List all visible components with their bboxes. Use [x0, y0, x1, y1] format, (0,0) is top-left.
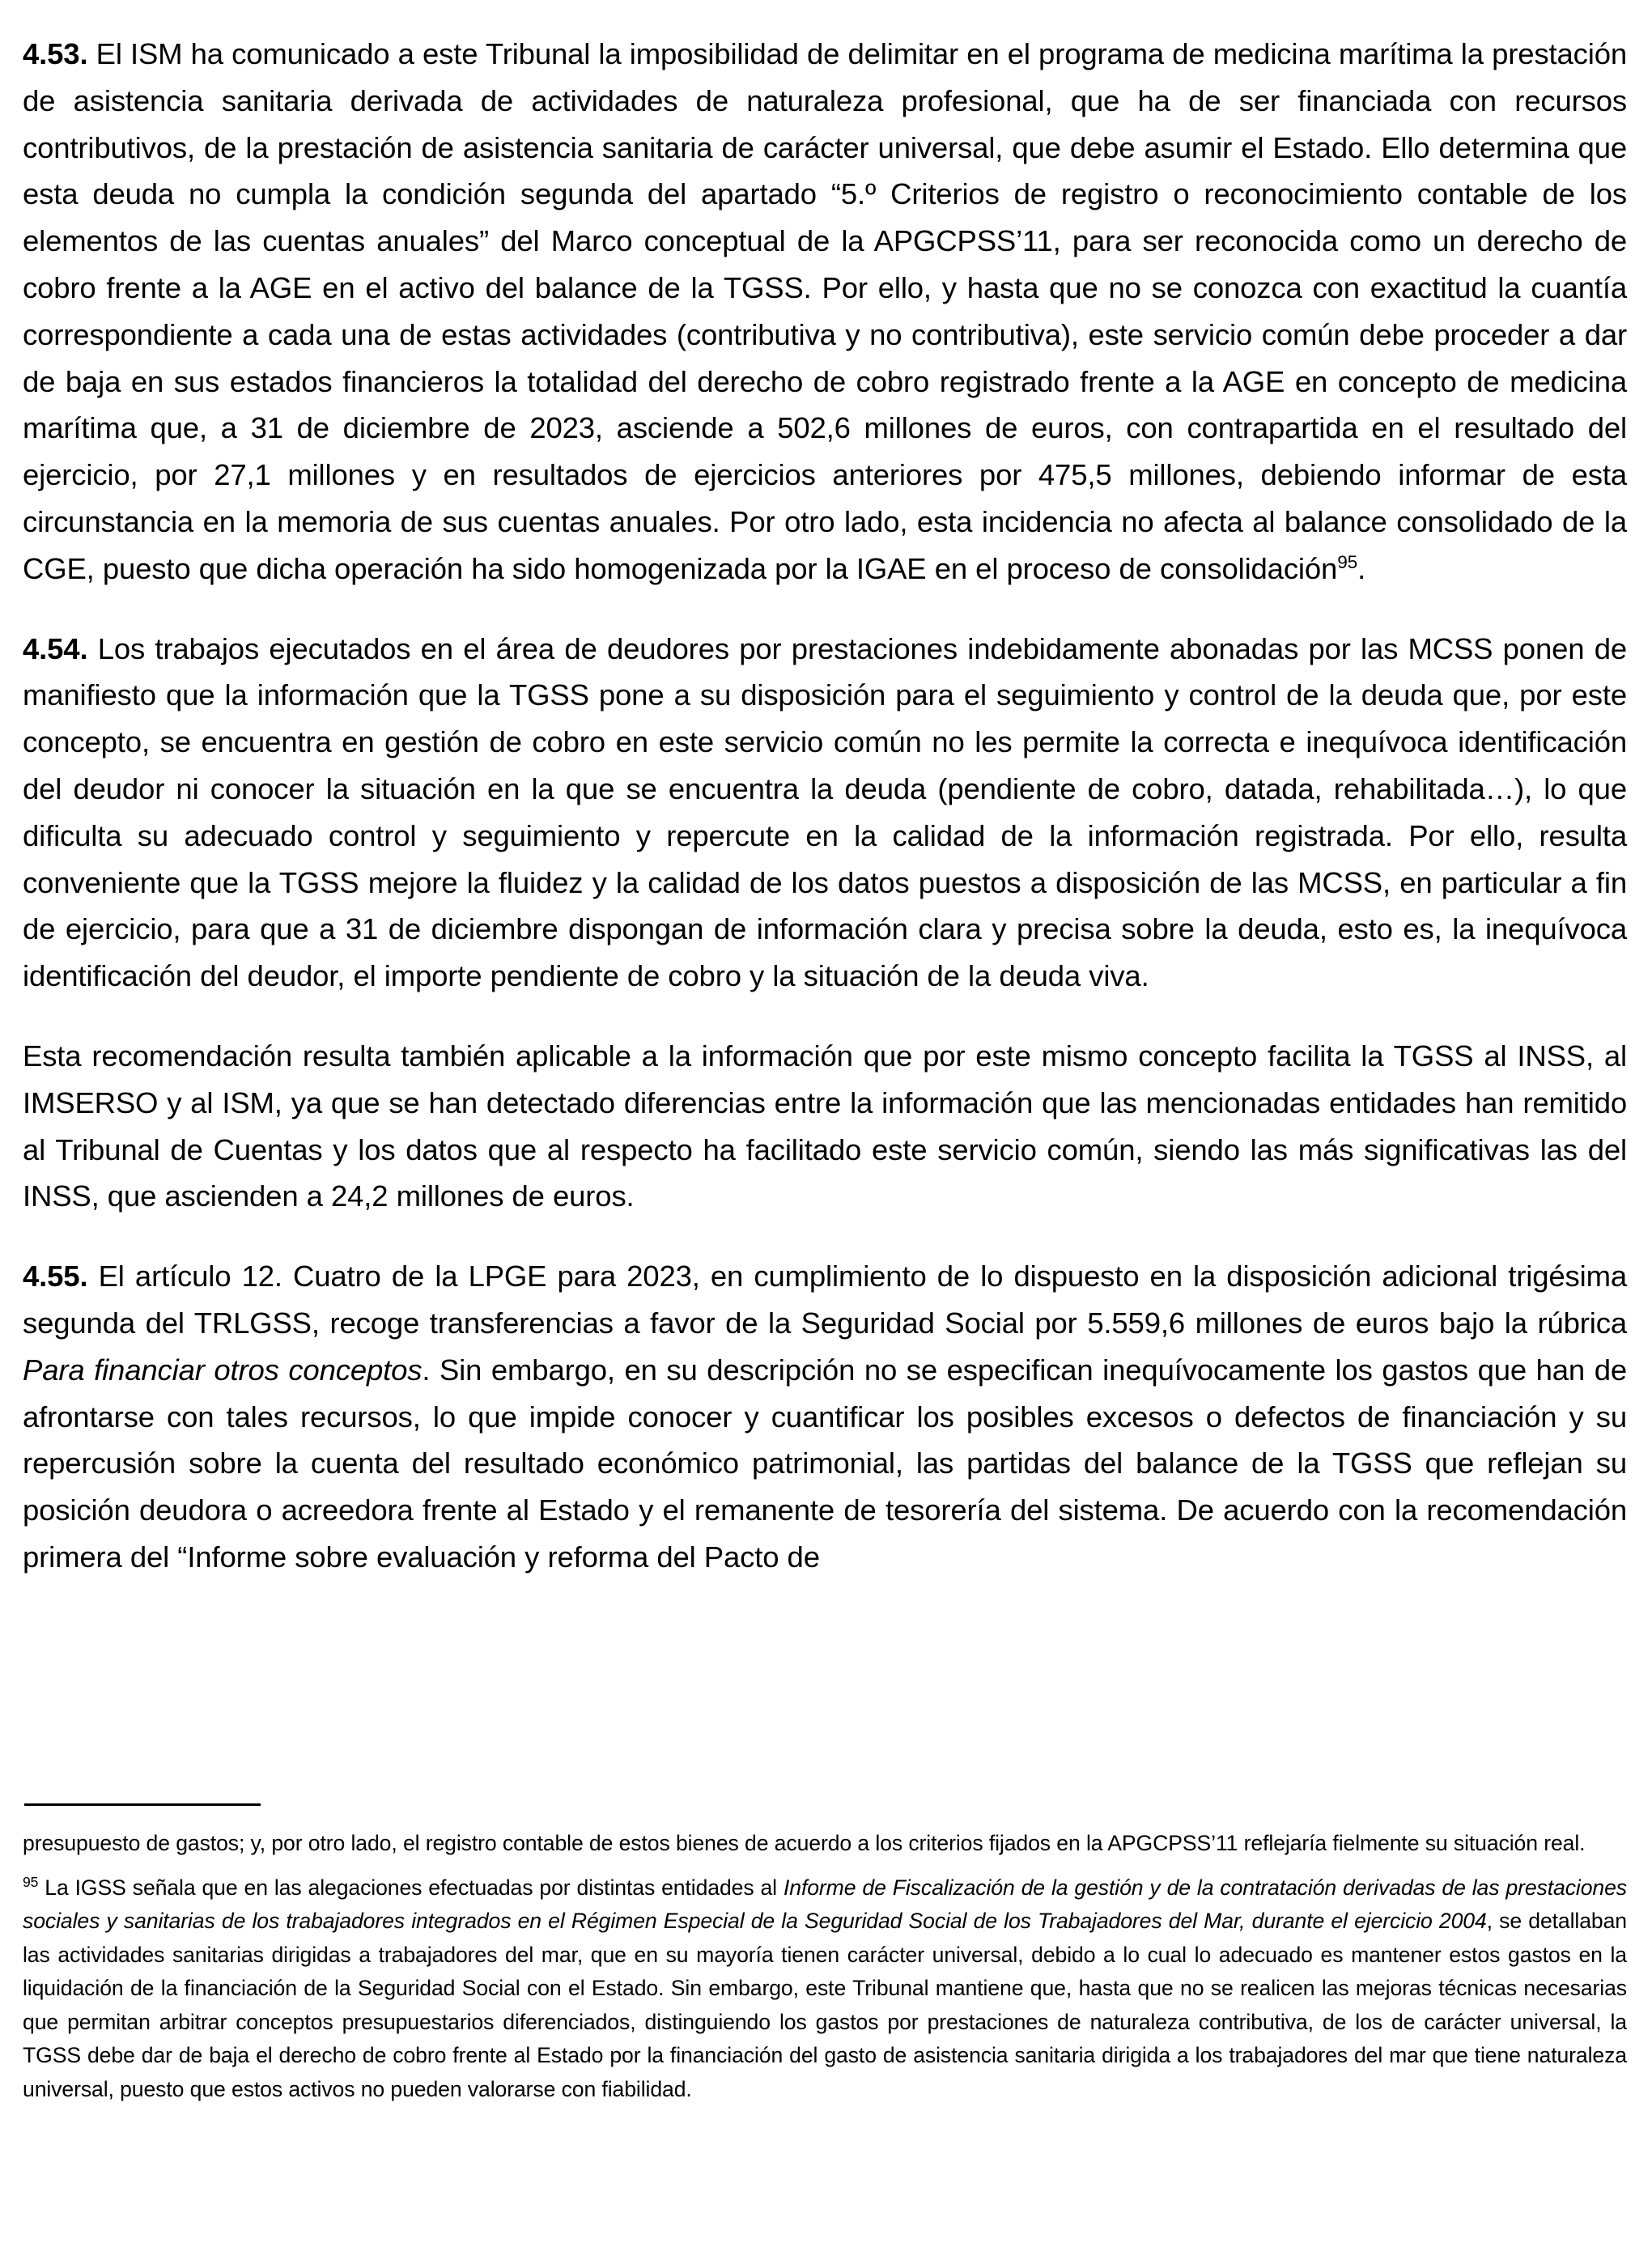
- paragraph-4-54: [23, 626, 1627, 1000]
- footnote-95-part2: , se detallaban las actividades sanitarias dirigidas a trabajadores del mar, que en su mayoría tienen carácter universal, debido a lo cual lo adecuado es mantener estos gastos en la liquidación de la financiación de la Seguridad Social con el Estado. Sin embargo, este Tribunal mantiene que, hasta que no se realicen las mejoras técnicas necesarias que permitan arbitrar conceptos presupuestarios diferenciados, distinguiendo los gastos por prestaciones de naturaleza contributiva, de los de carácter universal, la TGSS debe dar de baja el derecho de cobro frente al Estado por la financiación del gasto de asistencia sanitaria dirigida a los trabajadores del mar que tiene naturaleza universal, puesto que estos activos no pueden valorarse con fiabilidad.: [23, 1909, 1627, 2101]
- footnote-95: [23, 1871, 1627, 2107]
- paragraph-4-55: [23, 1253, 1627, 1581]
- footnote-reference-95[interactable]: 95: [1337, 551, 1358, 572]
- paragraph-body: Los trabajos ejecutados en el área de deudores por prestaciones indebidamente abonadas por las MCSS ponen de manifiesto que la información que la TGSS pone a su disposición para el seguimiento y control de la deuda que, por este concepto, se encuentra en gestión de cobro en este servicio común no les permite la correcta e inequívoca identificación del deudor ni conocer la situación en la que se encuentra la deuda (pendiente de cobro, datada, rehabilitada…), lo que dificulta su adecuado control y seguimiento y repercute en la calidad de la información registrada. Por ello, resulta conveniente que la TGSS mejore la fluidez y la calidad de los datos puestos a disposición de las MCSS, en particular a fin de ejercicio, para que a 31 de diciembre dispongan de información clara y precisa sobre la deuda, esto es, la inequívoca identificación del deudor, el importe pendiente de cobro y la situación de la deuda viva.: [23, 631, 1627, 993]
- footnote-95-part1: La IGSS señala que en las alegaciones efectuadas por distintas entidades al: [38, 1875, 784, 1900]
- paragraph-number: 4.55.: [23, 1259, 88, 1293]
- paragraph-number: 4.53.: [23, 37, 88, 70]
- footnote-95-report-title-italic: Informe de Fiscalización de la gestión y de la contratación derivadas de las prestaciones sociales y sanitarias de los trabajadores integrados en el Régimen Especial de la Seguridad Social de los Trabajadores del Mar, durante el ejercicio 2004: [23, 1875, 1627, 1933]
- footnote-area: [23, 1803, 1627, 2106]
- paragraph-body: Esta recomendación resulta también aplicable a la información que por este mismo concepto facilita la TGSS al INSS, al IMSERSO y al ISM, ya que se han detectado diferencias entre la información que las mencionadas entidades han remitido al Tribunal de Cuentas y los datos que al respecto ha facilitado este servicio común, siendo las más significativas las del INSS, que ascienden a 24,2 millones de euros.: [23, 1039, 1627, 1213]
- paragraph-body: El ISM ha comunicado a este Tribunal la imposibilidad de delimitar en el programa de medicina marítima la prestación de asistencia sanitaria derivada de actividades de naturaleza profesional, que ha de ser financiada con recursos contributivos, de la prestación de asistencia sanitaria de carácter universal, que debe asumir el Estado. Ello determina que esta deuda no cumpla la condición segunda del apartado “5.º Criterios de registro o reconocimiento contable de los elementos de las cuentas anuales” del Marco conceptual de la APGCPSS’11, para ser reconocida como un derecho de cobro frente a la AGE en el activo del balance de la TGSS. Por ello, y hasta que no se conozca con exactitud la cuantía correspondiente a cada una de estas actividades (contributiva y no contributiva), este servicio común debe proceder a dar de baja en sus estados financieros la totalidad del derecho de cobro registrado frente a la AGE en concepto de medicina marítima que, a 31 de diciembre de 2023, asciende a 502,6 millones de euros, con contrapartida en el resultado del ejercicio, por 27,1 millones y en resultados de ejercicios anteriores por 475,5 millones, debiendo informar de esta circunstancia en la memoria de sus cuentas anuales. Por otro lado, esta incidencia no afecta al balance consolidado de la CGE, puesto que dicha operación ha sido homogenizada por la IGAE en el proceso de consolidación: [23, 37, 1627, 585]
- paragraph-4-53: [23, 31, 1627, 593]
- paragraph-number: 4.54.: [23, 631, 88, 665]
- footnote-continuation-text: presupuesto de gastos; y, por otro lado, el registro contable de estos bienes de acuerdo a los criterios fijados en la APGCPSS’11 reflejaría fielmente su situación real.: [23, 1831, 1586, 1855]
- paragraph-body-before-italic: El artículo 12. Cuatro de la LPGE para 2023, en cumplimiento de lo dispuesto en la disposición adicional trigésima segunda del TRLGSS, recoge transferencias a favor de la Seguridad Social por 5.559,6 millones de euros bajo la rúbrica: [23, 1259, 1627, 1340]
- paragraph-tail: .: [1357, 551, 1366, 585]
- footnote-marker-95: 95: [23, 1873, 39, 1890]
- paragraph-body-after-italic: . Sin embargo, en su descripción no se especifican inequívocamente los gastos que han de afrontarse con tales recursos, lo que impide conocer y cuantificar los posibles excesos o defectos de financiación y su repercusión sobre la cuenta del resultado económico patrimonial, las partidas del balance de la TGSS que reflejan su posición deudora o acreedora frente al Estado y el remanente de tesorería del sistema. De acuerdo con la recomendación primera del “Informe sobre evaluación y reforma del Pacto de: [23, 1353, 1627, 1574]
- footnote-separator-rule: [24, 1803, 261, 1806]
- paragraph-recommendation: [23, 1033, 1627, 1220]
- footnote-continuation: [23, 1827, 1627, 1861]
- rubric-title-italic: Para financiar otros conceptos: [23, 1353, 423, 1387]
